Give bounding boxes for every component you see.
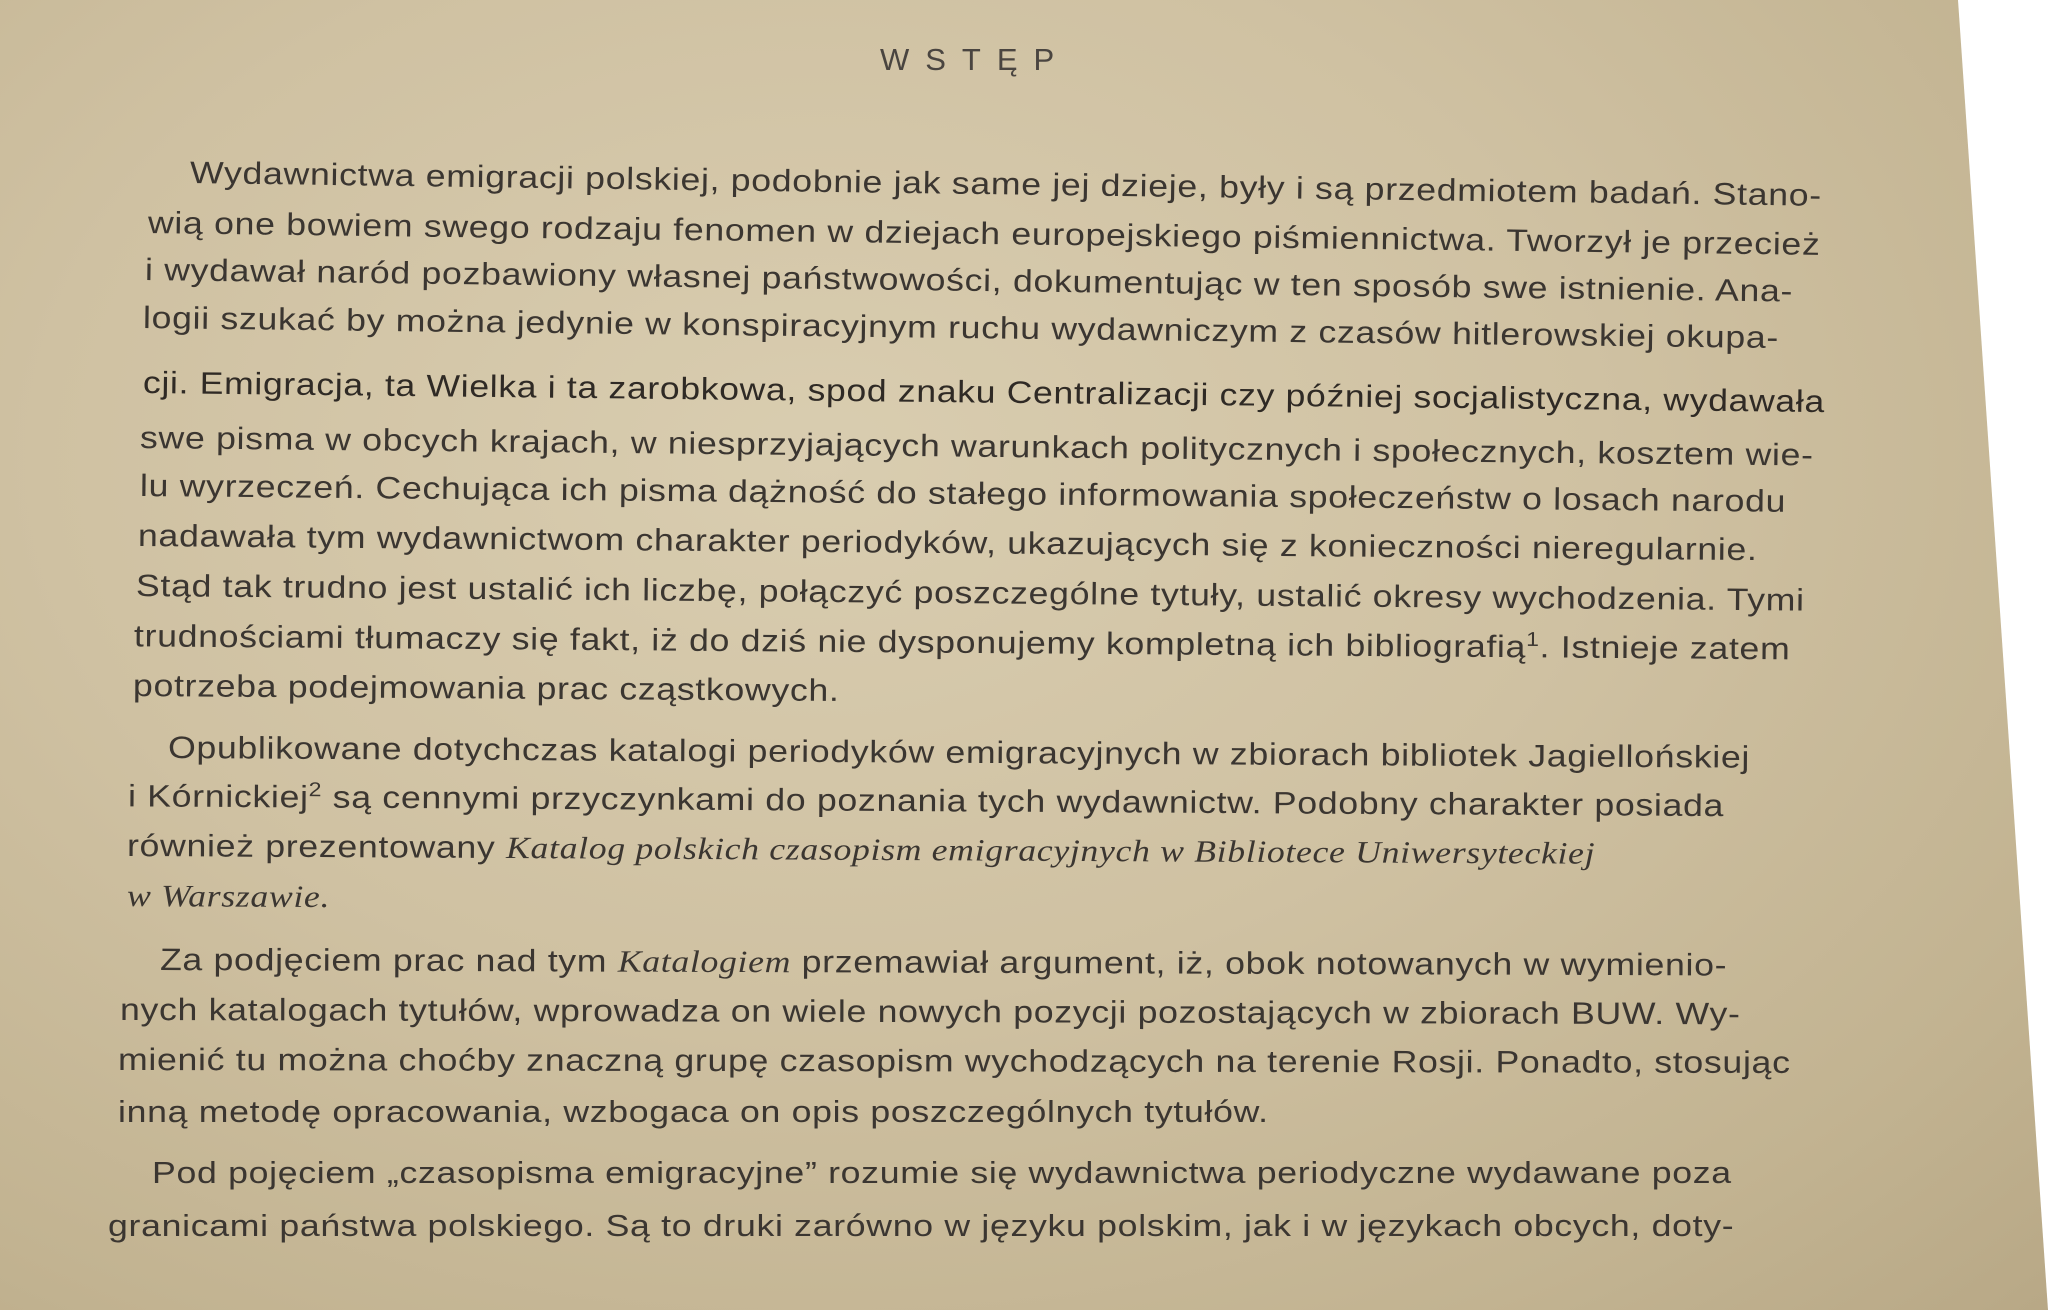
paragraph-1-line-8: nadawała tym wydawnictwom charakter periodyków, ukazujących się z konieczności nieregularnie. — [137, 518, 1758, 568]
paragraph-2-line-1: Opublikowane dotychczas katalogi periodyków emigracyjnych w zbiorach bibliotek Jagiellońskiej — [167, 730, 1751, 775]
catalog-title-italic: Katalog polskich czasopism emigracyjnych w Bibliotece Uniwersyteckiej — [506, 829, 1596, 871]
paragraph-1-line-5: cji. Emigracja, ta Wielka i ta zarobkowa, spod znaku Centralizacji czy później socjalistyczna, wydawała — [142, 365, 1826, 420]
paragraph-2-line-4 — [127, 878, 330, 915]
paragraph-1-line-10-tail: . Istnieje zatem — [1539, 629, 1791, 667]
paragraph-1-line-11: potrzeba podejmowania prac cząstkowych. — [132, 668, 840, 708]
paragraph-2-line-3-start: również prezentowany — [126, 828, 507, 865]
paragraph-1-line-10 — [134, 618, 1791, 667]
paragraph-3-line-1-end: przemawiał argument, iż, obok notowanych w wymienio- — [791, 944, 1728, 983]
paragraph-1-line-2: wią one bowiem swego rodzaju fenomen w dziejach europejskiego piśmiennictwa. Tworzył je przecież — [147, 205, 1821, 262]
paragraph-1-line-9: Stąd tak trudno jest ustalić ich liczbę, połączyć poszczególne tytuły, ustalić okresy wychodzenia. Tymi — [135, 568, 1805, 618]
paragraph-2-line-3 — [127, 828, 1595, 872]
paragraph-1-line-4: logii szukać by można jedynie w konspiracyjnym ruchu wydawniczym z czasów hitlerowskiej okupa- — [142, 300, 1780, 355]
paragraph-4-line-2: granicami państwa polskiego. Są to druki zarówno w języku polskim, jak i w językach obcych, doty- — [108, 1208, 1735, 1243]
paragraph-1-line-10-text: trudnościami tłumaczy się fakt, iż do dziś nie dysponujemy kompletną ich bibliografią — [133, 618, 1527, 665]
footnote-marker-1: 1 — [1526, 628, 1540, 652]
catalog-title-italic-cont-a: w — [126, 878, 162, 914]
paragraph-1-line-6: swe pisma w obcych krajach, w niesprzyjających warunkach politycznych i społecznych, kosztem wie- — [139, 420, 1814, 473]
paragraph-3-line-1 — [160, 942, 1727, 983]
katalogiem-italic: Katalogiem — [617, 943, 792, 980]
paragraph-3-line-2: nych katalogach tytułów, wprowadza on wiele nowych pozycji pozostających w zbiorach BUW. Wy- — [119, 992, 1741, 1032]
paragraph-2-line-2 — [128, 778, 1724, 824]
paragraph-3-line-1-start: Za podjęciem prac nad tym — [159, 942, 618, 979]
paragraph-2-line-2-end: są cennymi przyczynkami do poznania tych wydawnictw. Podobny charakter posiada — [322, 779, 1725, 824]
paragraph-3-line-4: inną metodę opracowania, wzbogaca on opis poszczególnych tytułów. — [118, 1094, 1269, 1129]
footnote-marker-2: 2 — [308, 779, 323, 802]
paragraph-1-line-1: Wydawnictwa emigracji polskiej, podobnie jak same jej dzieje, były i są przedmiotem badań. Stano- — [189, 155, 1823, 213]
catalog-title-italic-cont-b: Warszawie. — [160, 878, 331, 915]
page-heading: WSTĘP — [880, 42, 1071, 77]
paragraph-2-line-2-start: i Kórnickiej — [127, 778, 309, 815]
paragraph-4-line-1: Pod pojęciem „czasopisma emigracyjne” rozumie się wydawnictwa periodyczne wydawane poza — [152, 1155, 1732, 1190]
paragraph-1-line-3: i wydawał naród pozbawiony własnej państwowości, dokumentując w ten sposób swe istnienie. Ana- — [144, 252, 1794, 309]
paragraph-3-line-3: mienić tu można choćby znaczną grupę czasopism wychodzących na terenie Rosji. Ponadto, stosując — [117, 1042, 1791, 1080]
paragraph-1-line-7: lu wyrzeczeń. Cechująca ich pisma dążność do stałego informowania społeczeństw o losach narodu — [139, 468, 1787, 519]
